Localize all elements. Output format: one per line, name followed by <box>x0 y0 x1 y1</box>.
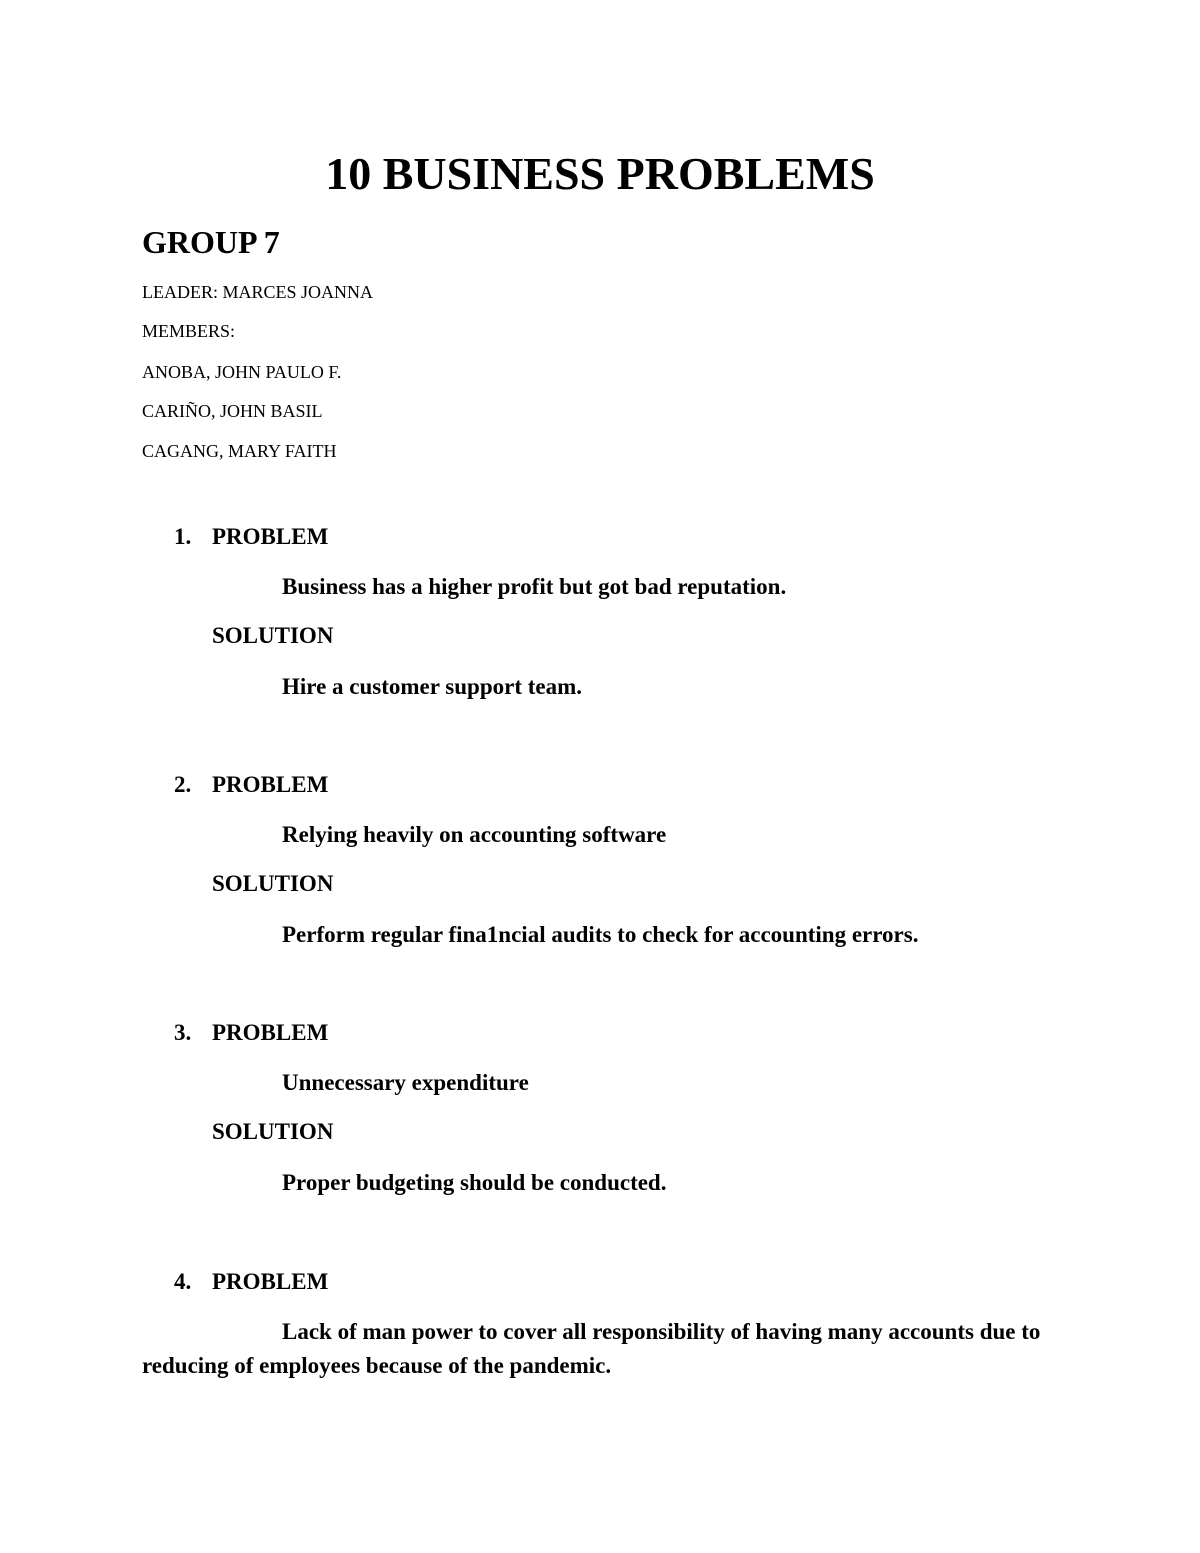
problem-number: 2. <box>174 772 192 797</box>
member-name: ANOBA, JOHN PAULO F. <box>142 362 342 382</box>
solution-text: Hire a customer support team. <box>282 674 583 699</box>
member-name: CAGANG, MARY FAITH <box>142 441 337 461</box>
problem-text: Unnecessary expenditure <box>282 1070 529 1095</box>
problem-text: Lack of man power to cover all responsibility of having many accounts due to reducing of employees because of the pandemic. <box>142 1319 1041 1378</box>
solution-label: SOLUTION <box>212 623 334 648</box>
problem-label: PROBLEM <box>212 772 329 797</box>
members-label: MEMBERS: <box>142 321 236 341</box>
solution-text: Perform regular fina1ncial audits to check for accounting errors. <box>282 922 919 947</box>
problem-text: Relying heavily on accounting software <box>282 822 667 847</box>
problem-label: PROBLEM <box>212 524 329 549</box>
problem-label: PROBLEM <box>212 1020 329 1045</box>
problem-number: 3. <box>174 1020 192 1045</box>
problem-label: PROBLEM <box>212 1269 329 1294</box>
problem-text: Business has a higher profit but got bad reputation. <box>282 574 787 599</box>
problem-number: 1. <box>174 524 192 549</box>
group-heading: GROUP 7 <box>142 224 280 260</box>
document-title: 10 BUSINESS PROBLEMS <box>325 148 875 199</box>
leader-line: LEADER: MARCES JOANNA <box>142 282 374 302</box>
solution-text: Proper budgeting should be conducted. <box>282 1170 667 1195</box>
solution-label: SOLUTION <box>212 871 334 896</box>
member-name: CARIÑO, JOHN BASIL <box>142 401 323 421</box>
problem-number: 4. <box>174 1269 192 1294</box>
solution-label: SOLUTION <box>212 1119 334 1144</box>
